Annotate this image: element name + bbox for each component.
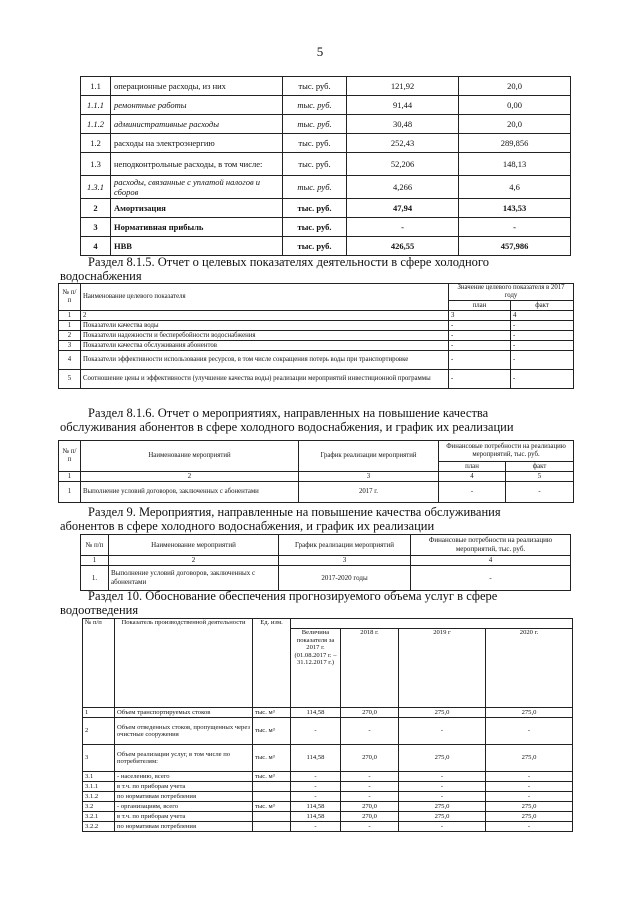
- row-num: 1.3: [81, 153, 111, 176]
- table-row: [81, 566, 571, 591]
- row-value-fact: 457,986: [459, 237, 571, 256]
- header-num: № п/п: [81, 535, 109, 556]
- row-num: 1.1: [81, 77, 111, 96]
- index-cell: 2: [81, 311, 449, 321]
- header-indicator: Показатель производственной деятельности: [115, 619, 253, 708]
- table-row: [81, 176, 571, 199]
- row-fact: -: [506, 482, 574, 503]
- table-row: [83, 812, 573, 822]
- index-cell: 1: [59, 472, 81, 482]
- section-8-1-5-line2: водоснабжения: [60, 269, 142, 283]
- index-cell: 3: [449, 311, 511, 321]
- row-num: 2: [81, 199, 111, 218]
- table-row: [59, 370, 574, 389]
- row-fact: -: [511, 351, 574, 370]
- table-row: [83, 802, 573, 812]
- row-base: -: [291, 718, 341, 745]
- index-cell: 2: [81, 472, 299, 482]
- row-unit: тыс. руб.: [283, 199, 347, 218]
- row-2020: 275,0: [486, 745, 573, 772]
- row-unit: тыс. руб.: [283, 134, 347, 153]
- row-base: -: [291, 772, 341, 782]
- row-num: 1: [59, 482, 81, 503]
- header-2019: 2019 г: [399, 629, 486, 708]
- row-schedule: 2017 г.: [299, 482, 439, 503]
- row-fact: -: [511, 370, 574, 389]
- row-num: 3.2: [83, 802, 115, 812]
- row-measure: Выполнение условий договоров, заключенных с абонентами: [109, 566, 279, 591]
- section-9-line2: абонентов в сфере холодного водоснабжения, и график их реализации: [60, 519, 435, 533]
- row-finance: -: [411, 566, 571, 591]
- row-base: 114,58: [291, 802, 341, 812]
- row-2018: 270,0: [341, 745, 399, 772]
- row-num: 1: [83, 708, 115, 718]
- row-num: 1.1.2: [81, 115, 111, 134]
- row-2020: 275,0: [486, 802, 573, 812]
- table-row: [81, 115, 571, 134]
- row-unit: тыс. м³: [253, 718, 291, 745]
- row-unit: тыс. м³: [253, 745, 291, 772]
- row-name: ремонтные работы: [111, 96, 283, 115]
- row-num: 3.2.2: [83, 822, 115, 832]
- header-fact: факт: [506, 462, 574, 472]
- row-plan: -: [449, 370, 511, 389]
- row-num: 1: [59, 321, 81, 331]
- section-8-1-6-line1: Раздел 8.1.6. Отчет о мероприятиях, направленных на повышение качества: [88, 406, 489, 420]
- row-num: 3: [81, 218, 111, 237]
- row-name: неподконтрольные расходы, в том числе:: [111, 153, 283, 176]
- row-unit: тыс. руб.: [283, 176, 347, 199]
- row-base: -: [291, 782, 341, 792]
- measures-report-table: [58, 440, 574, 503]
- row-num: 3: [83, 745, 115, 772]
- row-value-fact: 289,856: [459, 134, 571, 153]
- header-base-value: Величина показателя за 2017 г. (01.08.2017 г. – 31.12.2017 г.): [291, 629, 341, 708]
- row-2018: 270,0: [341, 802, 399, 812]
- row-num: 3.1: [83, 772, 115, 782]
- row-name: Амортизация: [111, 199, 283, 218]
- row-2018: 270,0: [341, 812, 399, 822]
- header-spacer: [291, 619, 573, 629]
- header-num: № п/п: [59, 284, 81, 311]
- row-2018: 270,0: [341, 708, 399, 718]
- row-value-plan: 52,206: [347, 153, 459, 176]
- row-base: -: [291, 822, 341, 832]
- row-name: Нормативная прибыль: [111, 218, 283, 237]
- row-2018: -: [341, 782, 399, 792]
- wastewater-volume-table: [82, 618, 573, 832]
- row-schedule: 2017-2020 годы: [279, 566, 411, 591]
- row-unit: [253, 792, 291, 802]
- row-num: 5: [59, 370, 81, 389]
- row-unit: [253, 812, 291, 822]
- table-row: [81, 199, 571, 218]
- table-row: [83, 822, 573, 832]
- header-fact: факт: [511, 301, 574, 311]
- index-cell: 3: [299, 472, 439, 482]
- table-row: [81, 134, 571, 153]
- row-unit: [253, 782, 291, 792]
- row-fact: -: [511, 321, 574, 331]
- row-base: 114,58: [291, 708, 341, 718]
- table-row: [59, 482, 574, 503]
- header-num: № п/п: [83, 619, 115, 708]
- row-num: 4: [59, 351, 81, 370]
- row-unit: [253, 822, 291, 832]
- row-indicator: в т.ч. по приборам учета: [115, 812, 253, 822]
- header-plan: план: [449, 301, 511, 311]
- row-value-fact: 148,13: [459, 153, 571, 176]
- table-row: [81, 96, 571, 115]
- index-cell: 3: [279, 556, 411, 566]
- index-cell: 1: [59, 311, 81, 321]
- row-base: 114,58: [291, 812, 341, 822]
- row-value-plan: 4,266: [347, 176, 459, 199]
- row-num: 3: [59, 341, 81, 351]
- row-indicator: Показатели качества воды: [81, 321, 449, 331]
- table-row: [59, 341, 574, 351]
- row-num: 4: [81, 237, 111, 256]
- row-2020: 275,0: [486, 812, 573, 822]
- row-num: 1.1.1: [81, 96, 111, 115]
- row-value-fact: 4,6: [459, 176, 571, 199]
- row-2018: -: [341, 772, 399, 782]
- row-value-fact: 20,0: [459, 77, 571, 96]
- row-value-plan: 47,94: [347, 199, 459, 218]
- header-plan: план: [439, 462, 506, 472]
- index-cell: 4: [511, 311, 574, 321]
- row-indicator: - населению, всего: [115, 772, 253, 782]
- section-10-line1: Раздел 10. Обоснование обеспечения прогнозируемого объема услуг в сфере: [88, 589, 498, 603]
- table-row: [59, 351, 574, 370]
- row-2019: 275,0: [399, 812, 486, 822]
- row-value-fact: -: [459, 218, 571, 237]
- row-measure: Выполнение условий договоров, заключенных с абонентами: [81, 482, 299, 503]
- row-name: административные расходы: [111, 115, 283, 134]
- row-plan: -: [449, 351, 511, 370]
- row-2020: -: [486, 822, 573, 832]
- row-2020: 275,0: [486, 708, 573, 718]
- index-cell: 1: [81, 556, 109, 566]
- row-indicator: Показатели качества обслуживания абонентов: [81, 341, 449, 351]
- index-cell: 5: [506, 472, 574, 482]
- row-indicator: Показатели надежности и бесперебойности водоснабжения: [81, 331, 449, 341]
- row-2019: 275,0: [399, 708, 486, 718]
- row-2020: -: [486, 782, 573, 792]
- row-name: расходы, связанные с уплатой налогов и сборов: [111, 176, 283, 199]
- section-9-line1: Раздел 9. Мероприятия, направленные на повышение качества обслуживания: [88, 505, 501, 519]
- table-row: [59, 331, 574, 341]
- row-2019: -: [399, 792, 486, 802]
- row-unit: тыс. м³: [253, 772, 291, 782]
- row-2020: -: [486, 792, 573, 802]
- row-name: операционные расходы, из них: [111, 77, 283, 96]
- section-8-1-6-line2: обслуживания абонентов в сфере холодного водоснабжения, и график их реализации: [60, 420, 514, 434]
- row-2020: -: [486, 772, 573, 782]
- table-row: [81, 218, 571, 237]
- row-2019: -: [399, 822, 486, 832]
- row-num: 3.1.2: [83, 792, 115, 802]
- row-unit: тыс. руб.: [283, 153, 347, 176]
- header-indicator-name: Наименование целевого показателя: [81, 284, 449, 311]
- header-finance: Финансовые потребности на реализацию мероприятий, тыс. руб.: [439, 441, 574, 462]
- row-2019: -: [399, 782, 486, 792]
- row-value-plan: 91,44: [347, 96, 459, 115]
- row-2018: -: [341, 792, 399, 802]
- row-value-fact: 143,53: [459, 199, 571, 218]
- row-plan: -: [449, 321, 511, 331]
- header-num: № п/п: [59, 441, 81, 472]
- row-indicator: Объем транспортируемых стоков: [115, 708, 253, 718]
- row-2018: -: [341, 718, 399, 745]
- row-2020: -: [486, 718, 573, 745]
- row-indicator: по нормативам потребления: [115, 792, 253, 802]
- row-indicator: Соотношение цены и эффективности (улучшение качества воды) реализации мероприятий инвестиционной программы: [81, 370, 449, 389]
- row-indicator: Объем отведенных стоков, пропущенных через очистные сооружения: [115, 718, 253, 745]
- row-value-plan: 30,48: [347, 115, 459, 134]
- row-indicator: Показатели эффективности использования ресурсов, в том числе сокращения потерь воды при транспортировке: [81, 351, 449, 370]
- row-unit: тыс. руб.: [283, 77, 347, 96]
- row-fact: -: [511, 331, 574, 341]
- row-num: 1.2: [81, 134, 111, 153]
- table-row: [83, 708, 573, 718]
- row-plan: -: [439, 482, 506, 503]
- row-num: 1.: [81, 566, 109, 591]
- row-unit: тыс. руб.: [283, 96, 347, 115]
- row-unit: тыс. м³: [253, 708, 291, 718]
- row-unit: тыс. руб.: [283, 218, 347, 237]
- row-2019: -: [399, 718, 486, 745]
- section-10-heading: [60, 589, 570, 617]
- row-name: НВВ: [111, 237, 283, 256]
- target-indicators-table: [58, 283, 574, 389]
- table-row: [59, 321, 574, 331]
- row-base: 114,58: [291, 745, 341, 772]
- table-row: [83, 772, 573, 782]
- row-name: расходы на электроэнергию: [111, 134, 283, 153]
- section-9-heading: [60, 505, 570, 533]
- row-num: 3.1.1: [83, 782, 115, 792]
- row-2019: 275,0: [399, 745, 486, 772]
- header-value-2017: Значение целевого показателя в 2017 году: [449, 284, 574, 301]
- row-2018: -: [341, 822, 399, 832]
- header-schedule: График реализации мероприятий: [279, 535, 411, 556]
- section-8-1-6-heading: [60, 406, 570, 434]
- table-row: [83, 745, 573, 772]
- table-row: [81, 153, 571, 176]
- table-row: [81, 237, 571, 256]
- row-num: 2: [59, 331, 81, 341]
- row-unit: тыс. руб.: [283, 115, 347, 134]
- section-8-1-5-line1: Раздел 8.1.5. Отчет о целевых показателях деятельности в сфере холодного: [88, 255, 489, 269]
- section-10-line2: водоотведения: [60, 603, 139, 617]
- table-row: [81, 77, 571, 96]
- row-value-plan: 252,43: [347, 134, 459, 153]
- row-value-fact: 0,00: [459, 96, 571, 115]
- row-unit: тыс. руб.: [283, 237, 347, 256]
- index-cell: 4: [411, 556, 571, 566]
- row-indicator: по нормативам потребления: [115, 822, 253, 832]
- section-8-1-5-heading: [60, 255, 570, 283]
- row-plan: -: [449, 331, 511, 341]
- row-unit: тыс. м³: [253, 802, 291, 812]
- table-row: [83, 792, 573, 802]
- header-unit: Ед. изм.: [253, 619, 291, 708]
- cost-table: [80, 76, 571, 256]
- row-2019: 275,0: [399, 802, 486, 812]
- header-2018: 2018 г.: [341, 629, 399, 708]
- row-value-plan: -: [347, 218, 459, 237]
- row-num: 2: [83, 718, 115, 745]
- table-row: [83, 718, 573, 745]
- row-plan: -: [449, 341, 511, 351]
- header-schedule: График реализации мероприятий: [299, 441, 439, 472]
- header-measure-name: Наименование мероприятий: [81, 441, 299, 472]
- row-fact: -: [511, 341, 574, 351]
- header-finance: Финансовые потребности на реализацию мероприятий, тыс. руб.: [411, 535, 571, 556]
- row-indicator: Объем реализации услуг, в том числе по потребителям:: [115, 745, 253, 772]
- row-num: 3.2.1: [83, 812, 115, 822]
- row-indicator: в т.ч. по приборам учета: [115, 782, 253, 792]
- measures-plan-table: [80, 534, 571, 591]
- row-2019: -: [399, 772, 486, 782]
- row-value-fact: 20,0: [459, 115, 571, 134]
- page-number: 5: [316, 44, 324, 59]
- row-value-plan: 121,92: [347, 77, 459, 96]
- row-num: 1.3.1: [81, 176, 111, 199]
- row-value-plan: 426,55: [347, 237, 459, 256]
- index-cell: 4: [439, 472, 506, 482]
- header-2020: 2020 г.: [486, 629, 573, 708]
- row-indicator: - организациям, всего: [115, 802, 253, 812]
- header-measure-name: Наименование мероприятий: [109, 535, 279, 556]
- index-cell: 2: [109, 556, 279, 566]
- row-base: -: [291, 792, 341, 802]
- table-row: [83, 782, 573, 792]
